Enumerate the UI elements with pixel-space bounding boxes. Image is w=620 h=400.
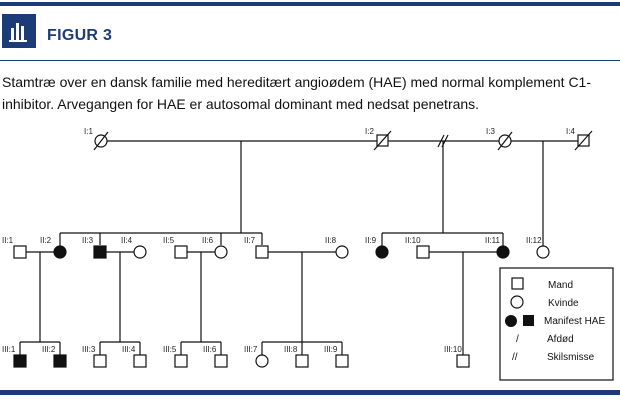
individual-iii7	[256, 355, 268, 367]
individual-ii11	[497, 246, 509, 258]
individual-ii6	[215, 246, 227, 258]
label-ii5: II:5	[163, 236, 175, 245]
label-i3: I:3	[486, 127, 495, 136]
label-i1: I:1	[84, 127, 93, 136]
individual-iii3	[94, 355, 106, 367]
legend-affected-label: Manifest HAE	[544, 316, 606, 327]
legend-deceased-symbol: /	[516, 334, 519, 345]
label-ii7: II:7	[244, 236, 256, 245]
individual-iii2	[54, 355, 66, 367]
label-ii10: II:10	[405, 236, 421, 245]
individual-ii3	[94, 246, 106, 258]
label-ii2: II:2	[40, 236, 52, 245]
label-ii6: II:6	[202, 236, 214, 245]
individual-iii5	[175, 355, 187, 367]
individual-ii4	[134, 246, 146, 258]
individual-ii5	[175, 246, 187, 258]
figure-label: FIGUR 3	[47, 27, 113, 44]
individual-ii8	[336, 246, 348, 258]
caption-line-2: inhibitor. Arvegangen for HAE er autosomal dominant med nedsat penetrans.	[2, 96, 480, 112]
label-ii11: II:11	[485, 236, 500, 245]
generation-iii-symbols	[14, 355, 469, 367]
label-iii10: III:10	[444, 345, 462, 354]
legend-deceased-label: Afdød	[547, 334, 574, 345]
label-ii3: II:3	[82, 236, 94, 245]
legend-male-label: Mand	[548, 280, 574, 291]
legend-affected-female-symbol	[505, 315, 517, 327]
label-ii9: II:9	[365, 236, 377, 245]
label-ii8: II:8	[325, 236, 337, 245]
legend	[500, 268, 613, 380]
label-i4: I:4	[566, 127, 575, 136]
label-ii4: II:4	[121, 236, 133, 245]
individual-iii4	[134, 355, 146, 367]
individual-ii2	[54, 246, 66, 258]
legend-divorce-label: Skilsmisse	[547, 352, 595, 363]
individual-ii7	[256, 246, 268, 258]
individual-iii8	[296, 355, 308, 367]
individual-iii6	[215, 355, 227, 367]
individual-ii1	[14, 246, 26, 258]
individual-iii1	[14, 355, 26, 367]
caption-line-1: Stamtræ over en dansk familie med hereditært angioødem (HAE) med normal komplement C1-	[2, 74, 592, 90]
individual-ii10	[417, 246, 429, 258]
label-iii2: III:2	[42, 345, 56, 354]
label-iii4: III:4	[122, 345, 136, 354]
legend-female-symbol	[511, 296, 523, 308]
label-iii6: III:6	[203, 345, 217, 354]
individual-ii12	[537, 246, 549, 258]
legend-female-label: Kvinde	[548, 298, 579, 309]
label-iii7: III:7	[244, 345, 258, 354]
legend-divorce-symbol: //	[512, 352, 518, 363]
label-iii9: III:9	[324, 345, 338, 354]
legend-affected-male-symbol	[523, 315, 534, 326]
individual-iii10	[457, 355, 469, 367]
label-ii1: II:1	[2, 236, 14, 245]
label-iii8: III:8	[284, 345, 298, 354]
legend-male-symbol	[512, 278, 523, 289]
label-iii5: III:5	[163, 345, 177, 354]
label-iii3: III:3	[82, 345, 96, 354]
individual-iii9	[336, 355, 348, 367]
individual-ii9	[376, 246, 388, 258]
label-i2: I:2	[365, 127, 374, 136]
label-iii1: III:1	[2, 345, 16, 354]
footer-rule	[0, 390, 620, 395]
label-ii12: II:12	[526, 236, 542, 245]
